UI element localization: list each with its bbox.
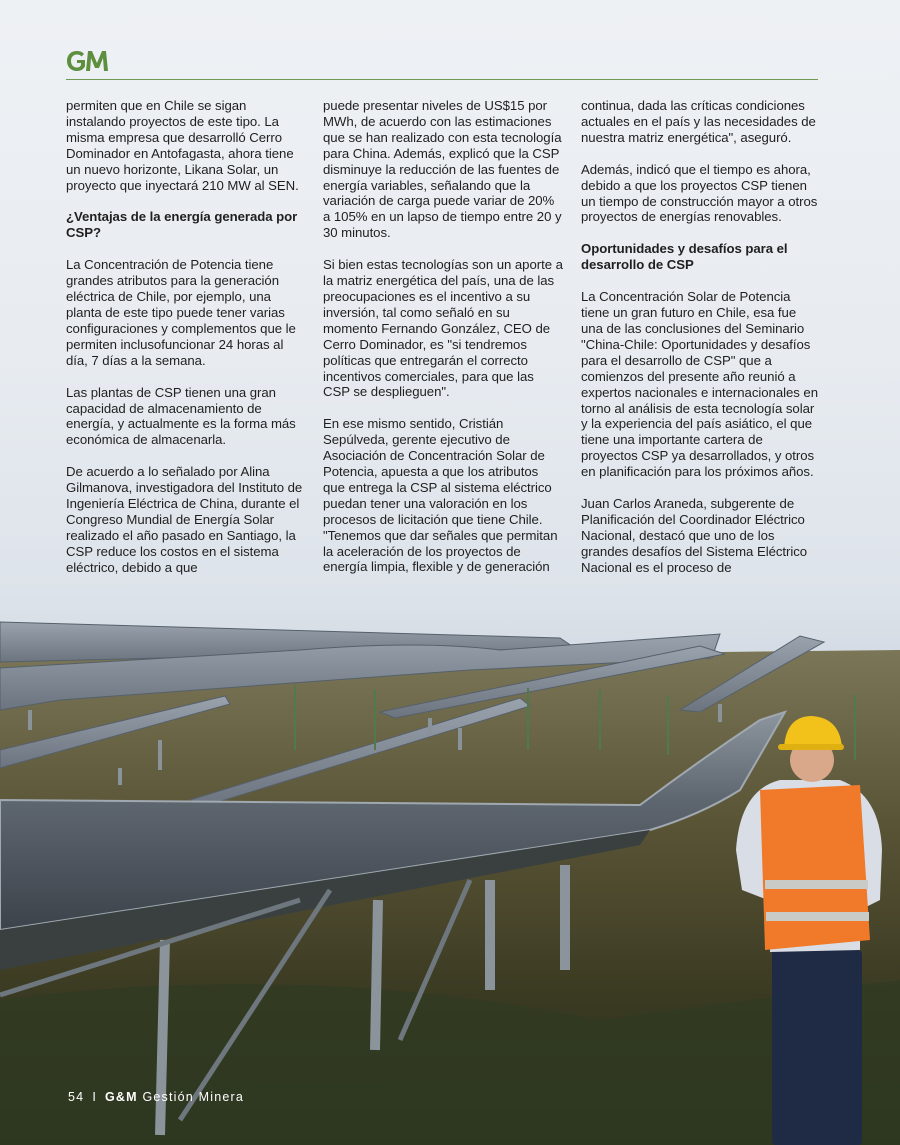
body-paragraph: La Concentración Solar de Potencia tiene un gran futuro en Chile, esa fue una de las conclusiones del Seminario "China-Chile: Oportunidades y desafíos para el desarrollo de CSP" que a comienzos del presente año reunió a expertos nacionales e internacionales en torno al análisis de esta tecnología solar y la experiencia del país asiático, el que tiene una importante cartera de proyectos CSP ya desarrollados, y otros en planificación para los próximos años.	[581, 289, 818, 480]
header-rule	[66, 79, 818, 80]
footer-publication: Gestión Minera	[142, 1090, 245, 1104]
body-paragraph: continua, dada las críticas condiciones actuales en el país y las necesidades de nuestra matriz energética", aseguró.	[581, 98, 816, 145]
body-paragraph: La Concentración de Potencia tiene grandes atributos para la generación eléctrica de Chile, por ejemplo, una planta de este tipo puede tener varias configuraciones y complementos que le permiten inclusofuncionar 24 horas al día, 7 días a la semana.	[66, 257, 296, 368]
text-column-1	[66, 98, 306, 592]
body-paragraph: De acuerdo a lo señalado por Alina Gilmanova, investigadora del Instituto de Ingeniería Eléctrica de China, durante el Congreso Mundial de Energía Solar realizado el año pasado en Santiago, la CSP reduce los costos en el sistema eléctrico, debido a que	[66, 464, 303, 575]
body-paragraph: Las plantas de CSP tienen una gran capacidad de almacenamiento de energía, y actualmente es la forma más económica de almacenarla.	[66, 384, 296, 448]
body-paragraph: Además, indicó que el tiempo es ahora, debido a que los proyectos CSP tienen un tiempo de construcción mayor a otros proyectos de energías renovables.	[581, 161, 818, 225]
solar-field-photo	[0, 600, 900, 1145]
text-column-2	[323, 98, 563, 591]
footer-brand: G&M	[105, 1090, 138, 1104]
footer-separator: I	[92, 1090, 97, 1104]
section-heading: Oportunidades y desafíos para el desarrollo de CSP	[581, 241, 788, 273]
section-heading: ¿Ventajas de la energía generada por CSP?	[66, 209, 298, 241]
body-paragraph: puede presentar niveles de US$15 por MWh, de acuerdo con las estimaciones que se han realizado con esta tecnología para China. Además, explicó que la CSP disminuye la reducción de las fuentes de energía variables, señalando que la variación de carga puede variar de 20% a 105% en un lapso de tiempo entre 20 y 30 minutos.	[323, 98, 562, 241]
body-paragraph: En ese mismo sentido, Cristián Sepúlveda, gerente ejecutivo de Asociación de Concentración Solar de Potencia, apuesta a que los atributos que entrega la CSP al sistema eléctrico puedan tener una valoración en los procesos de licitación que tiene Chile. "Tenemos que dar señales que permitan la aceleración de los proyectos de energía limpia, flexible y de generación	[323, 416, 558, 575]
text-column-3	[581, 98, 819, 592]
body-paragraph: Si bien estas tecnologías son un aporte a la matriz energética del país, una de las preocupaciones es el incentivo a su inversión, tal como señaló en su momento Fernando González, CEO de Cerro Dominador, es "si tendremos políticas que entregarán el correcto incentivos comerciales, para que las CSP se desplieguen".	[323, 257, 563, 400]
body-paragraph: permiten que en Chile se sigan instalando proyectos de este tipo. La misma empresa que desarrolló Cerro Dominador en Antofagasta, ahora tiene un nuevo horizonte, Likana Solar, un proyecto que inyectará 210 MW al SEN.	[66, 98, 299, 193]
body-paragraph: Juan Carlos Araneda, subgerente de Planificación del Coordinador Eléctrico Nacional, destacó que uno de los grandes desafíos del Sistema Eléctrico Nacional es el proceso de	[581, 496, 808, 575]
gm-logo	[66, 49, 114, 73]
page-number: 54	[68, 1090, 85, 1104]
page-footer	[68, 1090, 244, 1104]
